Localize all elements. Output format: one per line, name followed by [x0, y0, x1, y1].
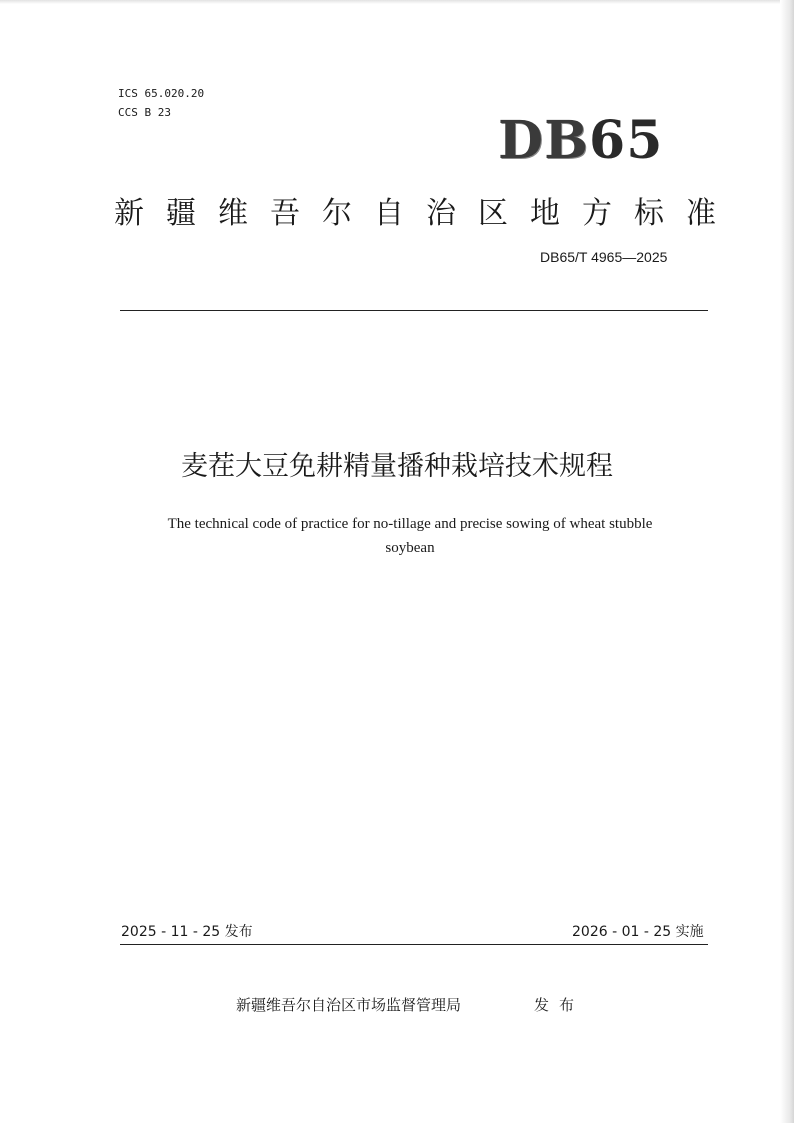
ccs-code: CCS B 23 [118, 106, 171, 119]
title-chinese: 麦茬大豆免耕精量播种栽培技术规程 [181, 451, 613, 482]
top-divider [120, 310, 708, 311]
standard-number: DB65/T 4965—2025 [540, 249, 668, 265]
ics-code: ICS 65.020.20 [118, 87, 205, 100]
logo-number: 65 [589, 110, 664, 171]
scan-edge-top [0, 0, 794, 4]
implementation-date: 2026 - 01 - 25 实施 [572, 924, 704, 940]
title-english: The technical code of practice for no-tillage and precise sowing of wheat stubble soybean [167, 516, 653, 556]
classification-codes [118, 84, 204, 122]
scan-edge-right [780, 0, 794, 1123]
logo-prefix: DB [498, 110, 590, 171]
issue-date: 2025 - 11 - 25 发布 [121, 924, 253, 940]
issuing-authority: 新疆维吾尔自治区市场监督管理局 [236, 996, 462, 1014]
bottom-divider [120, 944, 708, 945]
db65-logo [498, 110, 663, 171]
standard-type-heading: 新疆维吾尔自治区地方标准 [114, 196, 738, 231]
issue-action: 发布 [534, 996, 585, 1014]
